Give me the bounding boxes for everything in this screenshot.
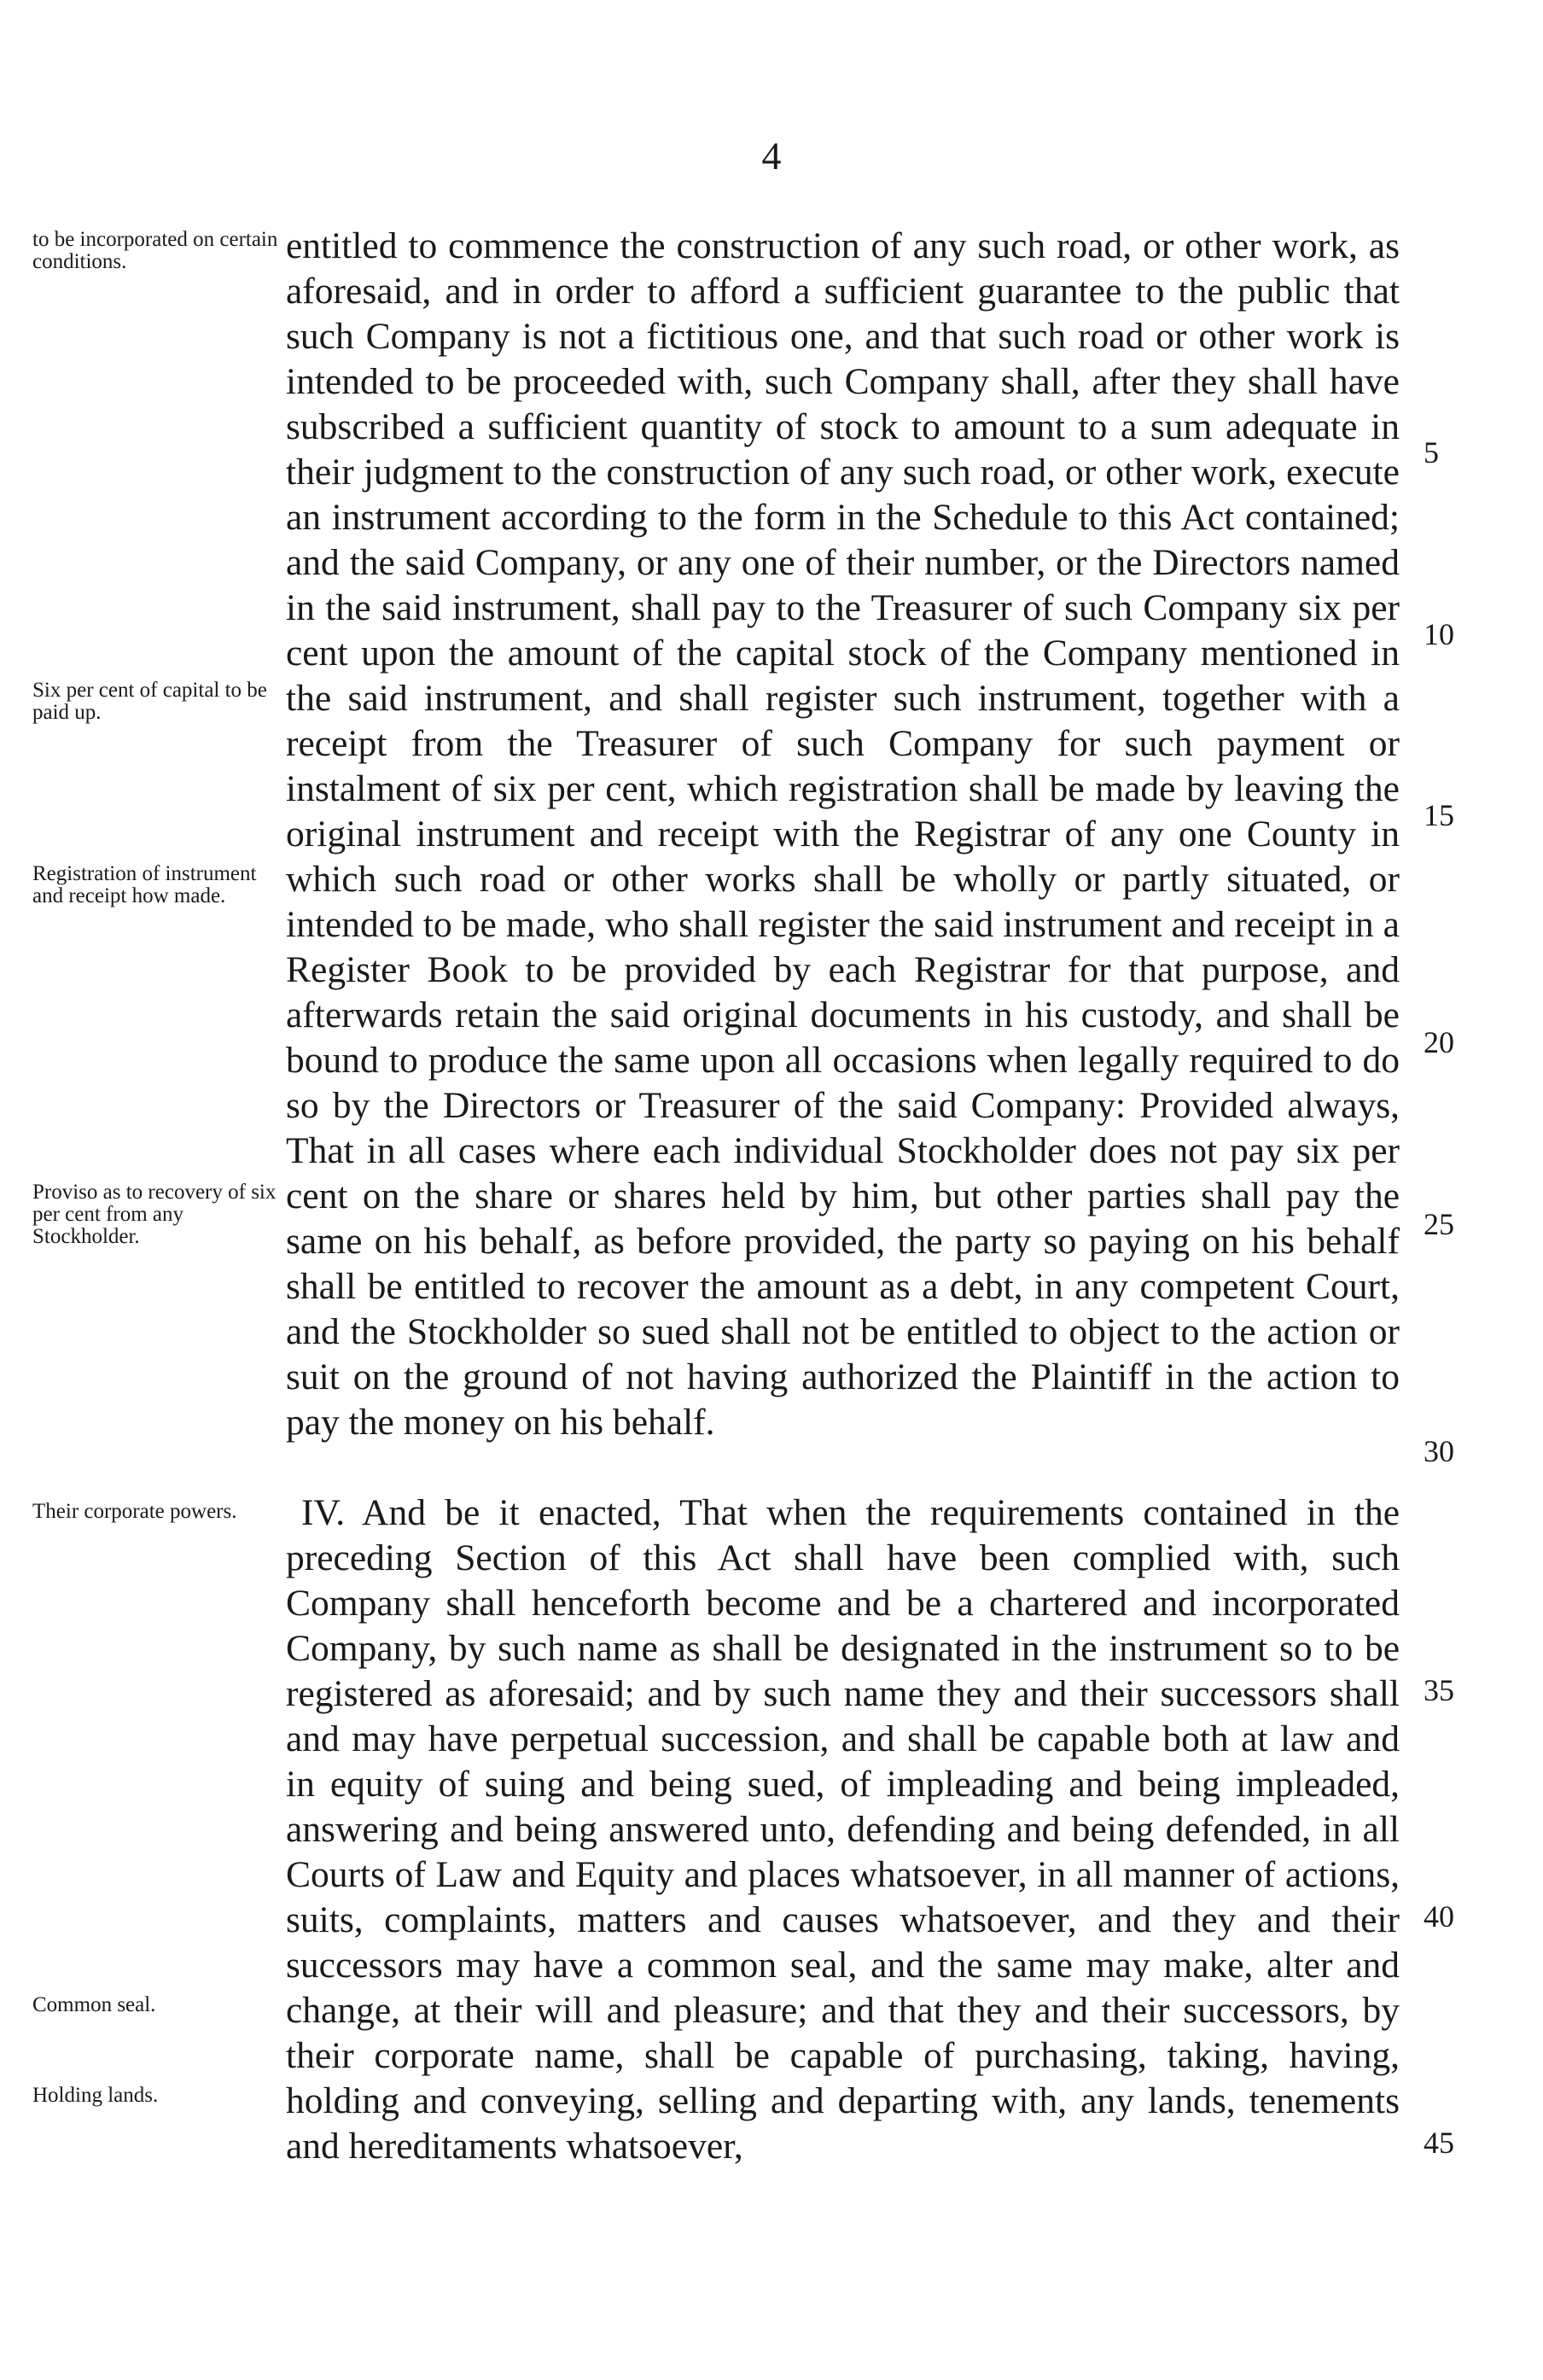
section-number: IV. (301, 1492, 346, 1533)
margin-note-proviso: Proviso as to recovery of six per cent from any Stockholder. (32, 1181, 277, 1248)
paragraph-section-four (286, 1490, 1400, 2169)
paragraph-gap (286, 1445, 1400, 1490)
line-number-45: 45 (1424, 2126, 1454, 2160)
paragraph-section-three-continued: entitled to commence the construction of any such road, or other work, as aforesaid, and in order to afford a sufficient guarantee to the public that such Company is not a fictitious one, and that such road or other work is intended to be proceeded with, such Company shall, after they shall have subscribed a sufficient quantity of stock to amount to a sum adequate in their judgment to the construction of any such road, or other work, execute an instrument according to the form in the Schedule to this Act contained; and the said Company, or any one of their number, or the Directors named in the said instrument, shall pay to the Treasurer of such Company six per cent upon the amount of the capital stock of the Company mentioned in the said instrument, and shall register such instrument, together with a receipt from the Treasurer of such Company for such payment or instalment of six per cent, which registration shall be made by leaving the original instrument and receipt with the Registrar of any one County in which such road or other works shall be wholly or partly situated, or intended to be made, who shall register the said instrument and receipt in a Register Book to be provided by each Registrar for that purpose, and afterwards retain the said original documents in his custody, and shall be bound to produce the same upon all occasions when legally required to do so by the Directors or Treasurer of the said Company: Provided always, That in all cases where each individual Stockholder does not pay six per cent on the share or shares held by him, but other parties shall pay the same on his behalf, as before provided, the party so paying on his behalf shall be entitled to recover the amount as a debt, in any competent Court, and the Stockholder so sued shall not be entitled to object to the action or suit on the ground of not having authorized the Plaintiff in the action to pay the money on his behalf. (286, 225, 1400, 1443)
body-text (286, 224, 1400, 2169)
margin-note-corporate-powers: Their corporate powers. (32, 1500, 237, 1523)
line-number-35: 35 (1424, 1673, 1454, 1707)
page-number: 4 (761, 134, 782, 178)
line-number-15: 15 (1424, 798, 1454, 832)
margin-note-registration: Registration of instrument and receipt how made. (32, 862, 257, 907)
margin-note-common-seal: Common seal. (32, 1993, 156, 2016)
line-number-20: 20 (1424, 1025, 1454, 1059)
line-number-25: 25 (1424, 1207, 1454, 1241)
margin-note-six-per-cent: Six per cent of capital to be paid up. (32, 679, 267, 724)
line-number-40: 40 (1424, 1899, 1454, 1934)
line-number-10: 10 (1424, 617, 1454, 651)
margin-note-incorporated: to be incorporated on certain conditions. (32, 228, 278, 273)
line-number-30: 30 (1424, 1434, 1454, 1468)
section-four-text: And be it enacted, That when the requirements contained in the preceding Section of this Act shall have been complied with, such Company shall henceforth become and be a chartered and incorporated Company, by such name as shall be designated in the instrument so to be registered as aforesaid; and by such name they and their successors shall and may have perpetual succession, and shall be capable both at law and in equity of suing and being sued, of impleading and being impleaded, answering and being answered unto, defending and being defended, in all Courts of Law and Equity and places whatsoever, in all manner of actions, suits, complaints, matters and causes whatsoever, and they and their successors may have a common seal, and the same may make, alter and change, at their will and pleasure; and that they and their successors, by their corporate name, shall be capable of purchasing, taking, having, holding and conveying, selling and departing with, any lands, tenements and hereditaments whatsoever, (286, 1492, 1400, 2167)
margin-note-holding-lands: Holding lands. (32, 2084, 159, 2107)
line-number-5: 5 (1424, 435, 1439, 470)
